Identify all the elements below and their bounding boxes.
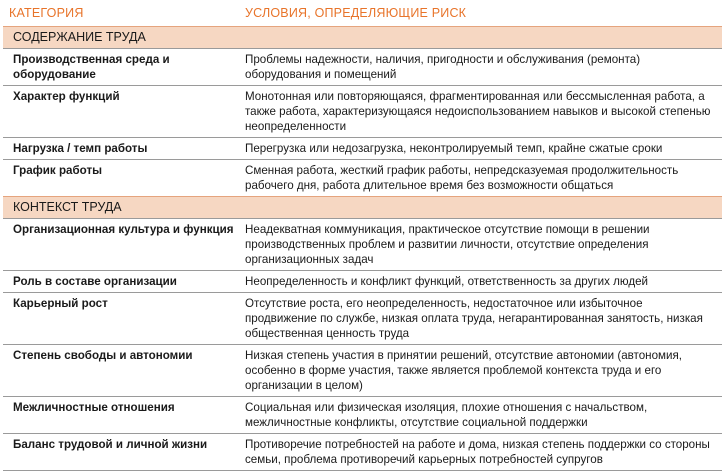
row-conditions: Социальная или физическая изоляция, плохие отношения с начальством, межличностные конфликты, отсутствие социальной поддержки [245,401,648,429]
row-category: Роль в составе организации [13,275,177,288]
row-category: Нагрузка / темп работы [13,142,148,155]
table-row [3,137,722,159]
row-category: Баланс трудовой и личной жизни [13,438,208,451]
table-row [3,85,722,137]
row-conditions: Неадекватная коммуникация, практическое отсутствие помощи в решении производственных проблем и развитии личности, отсутствие определения организационных задач [245,223,650,266]
table-row [3,433,722,471]
risk-table [3,0,722,471]
table-row [3,48,722,85]
row-category: Степень свободы и автономии [13,349,193,362]
row-conditions: Монотонная или повторяющаяся, фрагментированная или бессмысленная работа, а также работа, характеризующаяся недоиспользованием навыков и высокой степенью неопределенности [245,90,711,133]
header-conditions: УСЛОВИЯ, ОПРЕДЕЛЯЮЩИЕ РИСК [245,6,467,20]
row-conditions: Противоречие потребностей на работе и дома, низкая степень поддержки со стороны семьи, проблема противоречий карьерных потребностей супругов [245,438,710,466]
row-category: Межличностные отношения [13,401,175,414]
header-category: КАТЕГОРИЯ [9,6,84,20]
row-conditions: Перегрузка или недозагрузка, неконтролируемый темп, крайне сжатые сроки [245,142,663,155]
row-category: Производственная среда и оборудование [13,53,170,81]
row-conditions: Низкая степень участия в принятии решений, отсутствие автономии (автономия, особенно в форме участия, также является проблемой контекста труда и его организации в целом) [245,349,682,392]
table-row [3,270,722,292]
row-category: Карьерный рост [13,297,108,310]
table-row [3,292,722,344]
row-conditions: Отсутствие роста, его неопределенность, недостаточное или избыточное продвижение по службе, низкая оплата труда, негарантированная занятость, низкая общественная ценность труда [245,297,703,340]
section-title: КОНТЕКСТ ТРУДА [3,196,722,218]
row-category: Характер функций [13,90,120,103]
table-header [3,0,722,26]
row-category: Организационная культура и функция [13,223,234,236]
row-conditions: Проблемы надежности, наличия, пригодности и обслуживания (ремонта) оборудования и помещений [245,53,641,81]
row-category: График работы [13,164,103,177]
table-row [3,218,722,270]
section-title: СОДЕРЖАНИЕ ТРУДА [3,26,722,48]
table-row [3,159,722,196]
table-row [3,344,722,396]
row-conditions: Сменная работа, жесткий график работы, непредсказуемая продолжительность рабочего дня, работа длительное время без возможности общаться [245,164,679,192]
row-conditions: Неопределенность и конфликт функций, ответственность за других людей [245,275,649,288]
table-row [3,396,722,433]
